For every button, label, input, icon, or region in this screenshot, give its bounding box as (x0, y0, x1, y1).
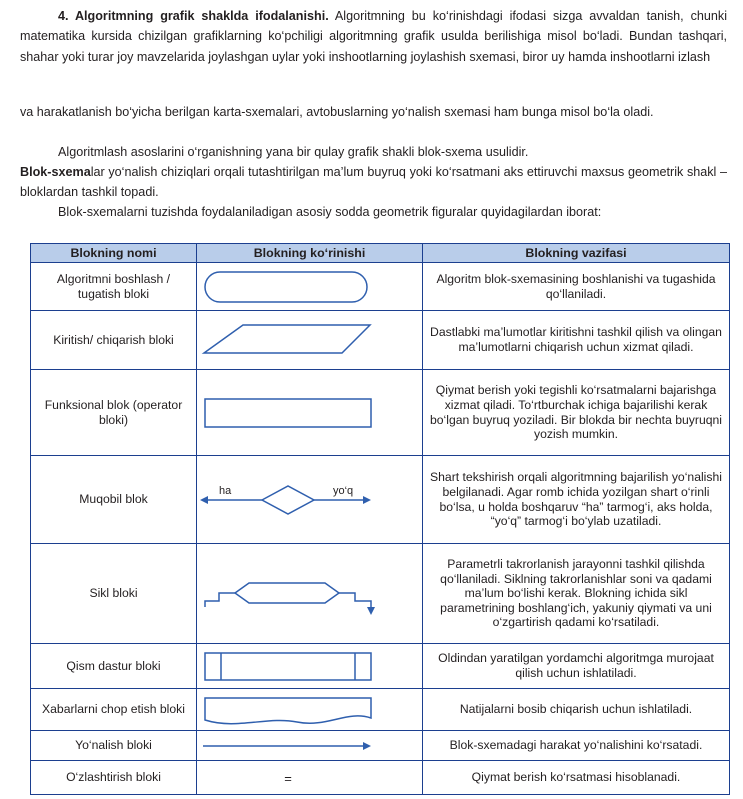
header-block-purpose: Blokning vazifasi (423, 244, 730, 263)
document-shape-icon (197, 690, 423, 730)
block-shape-cell (197, 689, 423, 731)
header-block-name: Blokning nomi (31, 244, 197, 263)
block-name-cell: Muqobil blok (31, 456, 197, 544)
block-purpose-cell: Oldindan yaratilgan yordamchi algoritmga murojaat qilish uchun ishlatiladi. (423, 644, 730, 689)
intro-paragraph-4-text: lar yo‘nalish chiziqlari orqali tutashtirilgan ma’lum buyruq yoki ko‘rsatmani aks ettiruvchi maxsus geometrik shakl – bloklardan tashkil topadi. (20, 165, 727, 200)
block-purpose-cell: Qiymat berish ko‘rsatmasi hisoblanadi. (423, 761, 730, 795)
subroutine-shape-icon (197, 645, 423, 688)
block-shape-cell (197, 644, 423, 689)
table-row (31, 456, 730, 544)
no-branch-label: yo‘q (333, 484, 354, 497)
block-name-cell: Algoritmni boshlash / tugatish bloki (31, 263, 197, 311)
decision-shape-icon (197, 457, 423, 543)
table-row (31, 644, 730, 689)
block-shape-cell (197, 761, 423, 795)
block-shape-cell (197, 544, 423, 644)
block-shape-cell (197, 311, 423, 370)
block-name-cell: O‘zlashtirish bloki (31, 761, 197, 795)
block-purpose-cell: Qiymat berish yoki tegishli ko‘rsatmalarni bajarishga xizmat qiladi. To‘rtburchak ichiga bajarilishi kerak bo‘lgan buyruq yoziladi. Bir blokda bir nechta buyruqni yozish mumkin. (423, 370, 730, 456)
direction-arrow-icon (197, 732, 423, 760)
table-row (31, 311, 730, 370)
block-purpose-cell: Natijalarni bosib chiqarish uchun ishlatiladi. (423, 689, 730, 731)
block-scheme-term: Blok-sxema (20, 165, 91, 179)
table-row (31, 544, 730, 644)
intro-paragraph-5: Blok-sxemalarni tuzishda foydalaniladigan asosiy sodda geometrik figuralar quyidagilardan iborat: (58, 205, 602, 219)
block-purpose-cell: Blok-sxemadagi harakat yo‘nalishini ko‘rsatadi. (423, 731, 730, 761)
block-purpose-cell: Shart tekshirish orqali algoritmning bajarilish yo‘nalishi belgilanadi. Agar romb ichida yozilgan shart o‘rinli bo‘lsa, u holda boshqaruv “ha” tarmog‘i, aks holda, “yo‘q” tarmog‘i bo‘ylab uzatiladi. (423, 456, 730, 544)
yes-branch-label: ha (219, 484, 232, 497)
right-arrow-icon (363, 496, 371, 504)
block-shape-cell (197, 731, 423, 761)
terminator-shape-icon (197, 264, 423, 310)
table-row (31, 689, 730, 731)
intro-paragraph-1-text: Algoritmning bu ko‘rinishdagi ifodasi sizga avvaldan tanish, chunki matematika kursida chizilgan grafiklarning ko‘pchiligi algoritmning grafik usulda berilishiga misol bo‘ladi. Bundan tashqari, shahar yoki turar joy mavzelarida joylashgan uylar yoki inshootlarning joylashish sxemasi, biror uy hamda inshootlarni izlash (20, 9, 727, 64)
header-block-view: Blokning ko‘rinishi (197, 244, 423, 263)
parallelogram-shape-icon (197, 312, 423, 368)
block-name-cell: Funksional blok (operator bloki) (31, 370, 197, 456)
intro-paragraph-4 (20, 162, 727, 203)
table-row (31, 731, 730, 761)
block-shapes-table (30, 243, 730, 795)
block-shape-cell (197, 456, 423, 544)
block-purpose-cell: Dastlabki ma’lumotlar kiritishni tashkil qilish va olingan ma’lumotlarni chiqarish uchun xizmat qiladi. (423, 311, 730, 370)
block-shape-cell (197, 370, 423, 456)
block-name-cell: Kiritish/ chiqarish bloki (31, 311, 197, 370)
assignment-shape-icon (197, 762, 423, 794)
table-row (31, 761, 730, 795)
section-heading: 4. Algoritmning grafik shaklda ifodalanishi. (58, 9, 329, 23)
loop-shape-icon (197, 545, 423, 643)
block-name-cell: Xabarlarni chop etish bloki (31, 689, 197, 731)
down-arrow-icon (367, 607, 375, 615)
block-shape-cell (197, 263, 423, 311)
rectangle-shape-icon (197, 371, 423, 455)
intro-paragraph-2: va harakatlanish bo‘yicha berilgan karta-sxemalari, avtobuslarning yo‘nalish sxemasi ham bunga misol bo‘la oladi. (20, 105, 654, 119)
table-row (31, 370, 730, 456)
table-header-row (31, 244, 730, 263)
table-row (31, 263, 730, 311)
block-purpose-cell: Parametrli takrorlanish jarayonni tashkil qilishda qo‘llaniladi. Siklning takrorlanishlar soni va qadami ma’lum bo‘lishi kerak. Blokning ichida sikl parametrining boshlang‘ich, yakuniy qiymati va uni o‘zgartirish qadami ko‘rsatiladi. (423, 544, 730, 644)
intro-paragraph-3: Algoritmlash asoslarini o‘rganishning yana bir qulay grafik shakli blok-sxema usulidir. (58, 145, 529, 159)
equals-sign: = (284, 770, 292, 786)
block-name-cell: Yo‘nalish bloki (31, 731, 197, 761)
block-name-cell: Qism dastur bloki (31, 644, 197, 689)
intro-paragraph-1 (20, 6, 727, 67)
block-purpose-cell: Algoritm blok-sxemasining boshlanishi va tugashida qo‘llaniladi. (423, 263, 730, 311)
block-name-cell: Sikl bloki (31, 544, 197, 644)
left-arrow-icon (200, 496, 208, 504)
